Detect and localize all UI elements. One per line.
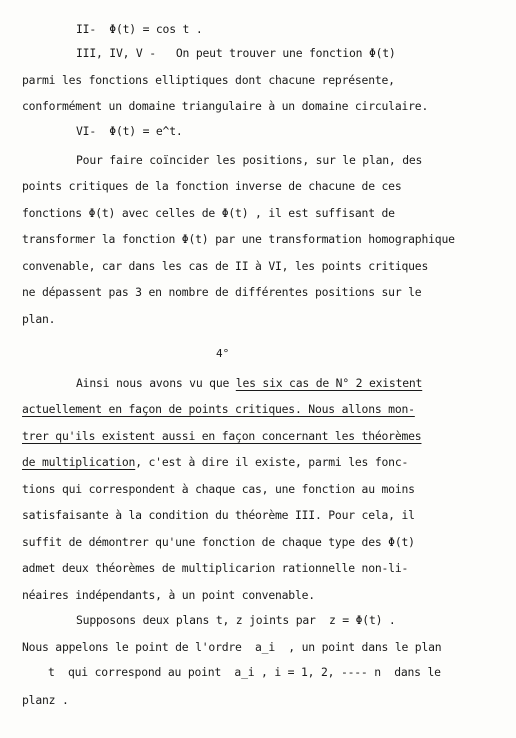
text-span: , c'est à dire il existe, parmi les fonc-	[135, 455, 409, 469]
text-line: parmi les fonctions elliptiques dont chacune représente,	[22, 73, 395, 87]
text-line: admet deux théorèmes de multiplicarion rationnelle non-li-	[22, 561, 409, 575]
text-line: conformément un domaine triangulaire à un domaine circulaire.	[22, 99, 429, 113]
text-line: points critiques de la fonction inverse de chacune de ces	[22, 179, 402, 193]
text-line: fonctions Φ(t) avec celles de Φ(t) , il est suffisant de	[22, 206, 395, 220]
text-line: II- Φ(t) = cos t .	[76, 22, 203, 36]
text-line: planz .	[22, 693, 69, 707]
underlined-line: actuellement en façon de points critiques. Nous allons mon-	[22, 402, 415, 416]
text-line: plan.	[22, 312, 56, 326]
text-line: Pour faire coïncider les positions, sur le plan, des	[76, 153, 423, 167]
text-line	[76, 376, 516, 390]
text-line	[22, 455, 502, 469]
text-line: néaires indépendants, à un point convenable.	[22, 588, 315, 602]
text-line: t qui correspond au point a_i , i = 1, 2, ---- n dans le	[48, 665, 441, 679]
text-line: satisfaisante à la condition du théorème III. Pour cela, il	[22, 508, 415, 522]
text-line: Supposons deux plans t, z joints par z = Φ(t) .	[76, 613, 396, 627]
text-line: III, IV, V - On peut trouver une fonction Φ(t)	[76, 46, 396, 60]
section-number: 4°	[216, 347, 230, 360]
text-line: VI- Φ(t) = e^t.	[76, 124, 183, 138]
text-line: suffit de démontrer qu'une fonction de chaque type des Φ(t)	[22, 535, 415, 549]
text-line: tions qui correspondent à chaque cas, une fonction au moins	[22, 482, 415, 496]
underlined-text: les six cas de N° 2 existent	[235, 376, 423, 390]
text-line: transformer la fonction Φ(t) par une transformation homographique	[22, 232, 455, 246]
text-line: convenable, car dans les cas de II à VI, les points critiques	[22, 259, 429, 273]
underlined-text: de multiplication	[22, 455, 136, 469]
underlined-line: trer qu'ils existent aussi en façon concernant les théorèmes	[22, 429, 422, 443]
text-line: Nous appelons le point de l'ordre a_i , un point dans le plan	[22, 640, 442, 654]
text-line: ne dépassent pas 3 en nombre de différentes positions sur le	[22, 285, 422, 299]
text-span: Ainsi nous avons vu que	[76, 376, 236, 390]
